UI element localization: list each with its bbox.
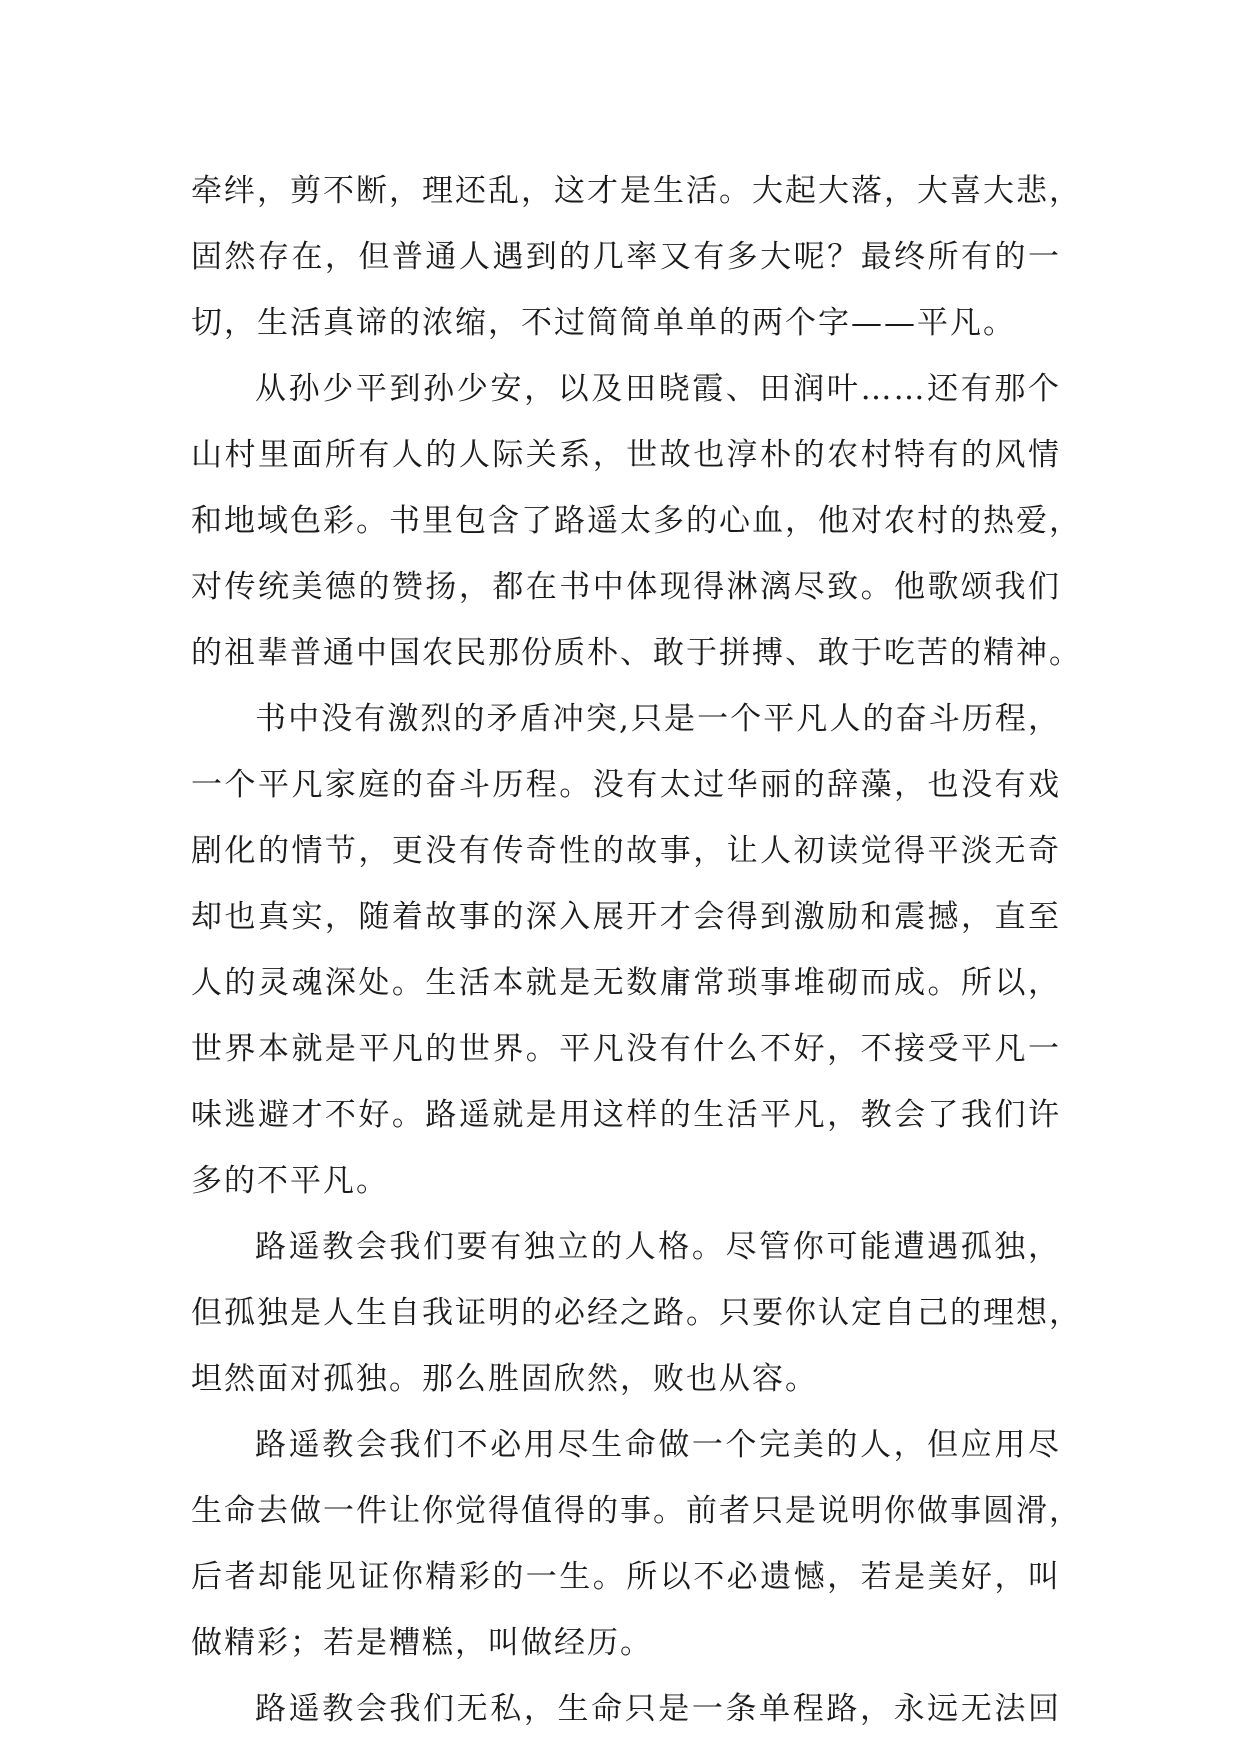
text-line: 剧化的情节，更没有传奇性的故事，让人初读觉得平淡无奇 xyxy=(191,833,1061,869)
text-body xyxy=(191,158,1082,1742)
text-line: 坦然面对孤独。那么胜固欣然，败也从容。 xyxy=(191,1361,818,1397)
text-line: 生命去做一件让你觉得值得的事。前者只是说明你做事圆滑， xyxy=(191,1493,1082,1529)
text-line: 山村里面所有人的人际关系，世故也淳朴的农村特有的风情 xyxy=(191,437,1061,473)
text-line: 从孙少平到孙少安，以及田晓霞、田润叶……还有那个 xyxy=(255,371,1061,407)
text-line: 书中没有激烈的矛盾冲突,只是一个平凡人的奋斗历程， xyxy=(255,701,1061,737)
text-line: 和地域色彩。书里包含了路遥太多的心血，他对农村的热爱， xyxy=(191,503,1082,539)
text-line: 世界本就是平凡的世界。平凡没有什么不好，不接受平凡一 xyxy=(191,1031,1061,1067)
text-line: 但孤独是人生自我证明的必经之路。只要你认定自己的理想， xyxy=(191,1295,1082,1331)
text-line: 对传统美德的赞扬，都在书中体现得淋漓尽致。他歌颂我们 xyxy=(191,569,1061,605)
text-line: 牵绊，剪不断，理还乱，这才是生活。大起大落，大喜大悲， xyxy=(191,173,1082,209)
text-line: 路遥教会我们无私，生命只是一条单程路，永远无法回 xyxy=(255,1691,1061,1727)
text-line: 路遥教会我们要有独立的人格。尽管你可能遭遇孤独， xyxy=(255,1229,1061,1265)
text-line: 一个平凡家庭的奋斗历程。没有太过华丽的辞藻，也没有戏 xyxy=(191,767,1061,803)
text-line: 人的灵魂深处。生活本就是无数庸常琐事堆砌而成。所以， xyxy=(191,965,1061,1001)
text-line: 固然存在，但普通人遇到的几率又有多大呢？最终所有的一 xyxy=(191,239,1061,275)
text-line: 后者却能见证你精彩的一生。所以不必遗憾，若是美好，叫 xyxy=(191,1559,1061,1595)
text-line: 多的不平凡。 xyxy=(191,1163,389,1199)
text-line: 的祖辈普通中国农民那份质朴、敢于拼搏、敢于吃苦的精神。 xyxy=(191,635,1082,671)
text-line: 路遥教会我们不必用尽生命做一个完美的人，但应用尽 xyxy=(255,1427,1061,1463)
text-line: 味逃避才不好。路遥就是用这样的生活平凡，教会了我们许 xyxy=(191,1097,1061,1133)
text-line: 切，生活真谛的浓缩，不过简简单单的两个字——平凡。 xyxy=(191,305,1016,341)
text-line: 却也真实，随着故事的深入展开才会得到激励和震撼，直至 xyxy=(191,899,1061,935)
text-line: 做精彩；若是糟糕，叫做经历。 xyxy=(191,1625,653,1661)
